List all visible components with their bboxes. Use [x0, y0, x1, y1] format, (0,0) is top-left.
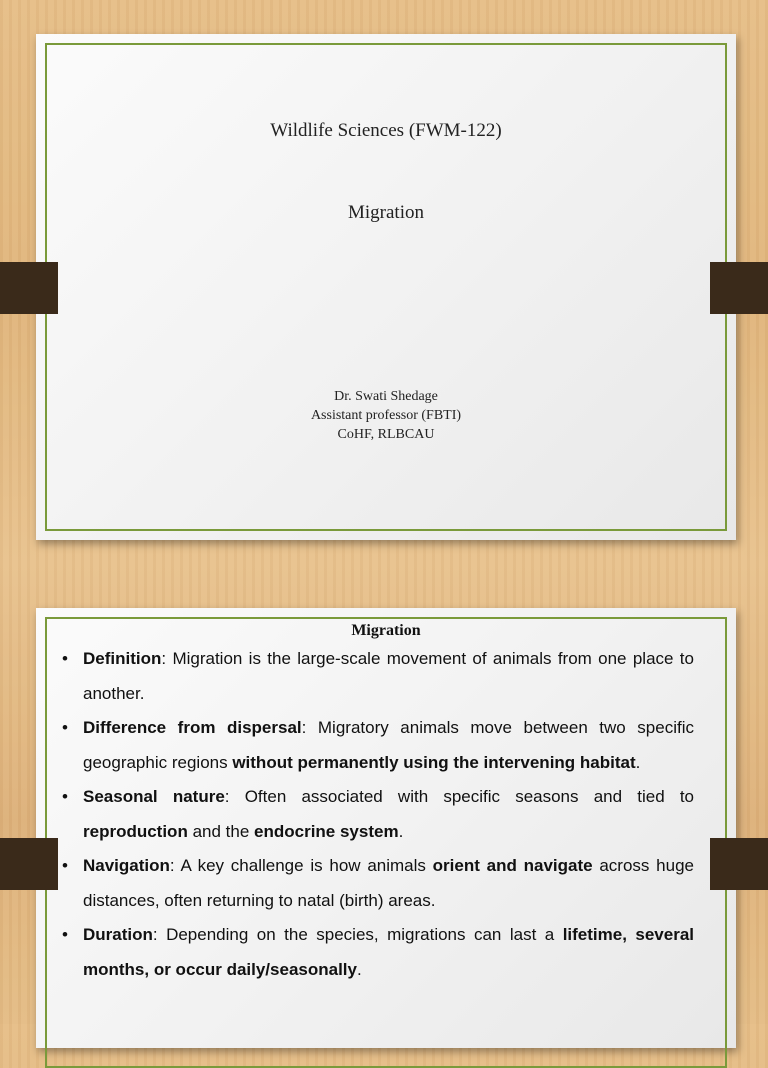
binder-clip-right	[710, 262, 768, 314]
title-slide	[36, 34, 736, 540]
author-institution: CoHF, RLBCAU	[337, 427, 435, 442]
bullet-text: : Migration is the large-scale movement of animals from one place to another.	[83, 649, 694, 703]
bullet-text: : Often associated with specific seasons and tied to	[224, 787, 695, 806]
author-name: Dr. Swati Shedage	[334, 389, 438, 404]
content-slide	[36, 608, 736, 1048]
bullet-list	[62, 642, 694, 987]
binder-clip-left	[0, 838, 58, 890]
bullet-bold-text: reproduction	[83, 821, 188, 841]
bullet-bold-text: Navigation	[83, 856, 170, 875]
bullet-bold-text: Definition	[83, 649, 162, 668]
bullet-bold-text: Difference from dispersal	[83, 718, 302, 737]
bullet-text: .	[398, 821, 404, 841]
bullet-item	[62, 642, 694, 711]
binder-clip-left	[0, 262, 58, 314]
binder-clip-right	[710, 838, 768, 890]
bullet-bold-text: lifetime, several months, or occur daily/seasonally	[83, 925, 695, 979]
bullet-bold-text: endocrine system	[254, 821, 399, 841]
author-block	[36, 387, 736, 444]
topic-title: Migration	[348, 202, 424, 223]
bullet-bold-text: Duration	[83, 925, 153, 944]
bullet-bold-text: without permanently using the intervening habitat	[232, 752, 636, 772]
bullet-item	[62, 711, 694, 780]
bullet-item	[62, 780, 694, 849]
author-position: Assistant professor (FBTI)	[310, 408, 462, 423]
bullet-text: : A key challenge is how animals	[169, 856, 433, 875]
bullet-text: : Migratory animals move between two specific geographic regions	[83, 718, 694, 772]
course-title: Wildlife Sciences (FWM-122)	[270, 120, 502, 141]
bullet-bold-text: Seasonal nature	[83, 787, 225, 806]
bullet-item	[62, 918, 694, 987]
bullet-text: across huge distances, often returning to natal (birth) areas.	[83, 856, 694, 910]
bullet-text: .	[356, 959, 362, 979]
bullet-item	[62, 849, 694, 918]
bullet-text: and the	[187, 821, 255, 841]
bullet-text: : Depending on the species, migrations can last a	[152, 925, 563, 944]
bullet-text: .	[635, 752, 641, 772]
bullet-bold-text: orient and navigate	[432, 856, 593, 875]
slide-title: Migration	[351, 622, 421, 639]
slide-border	[45, 43, 727, 531]
